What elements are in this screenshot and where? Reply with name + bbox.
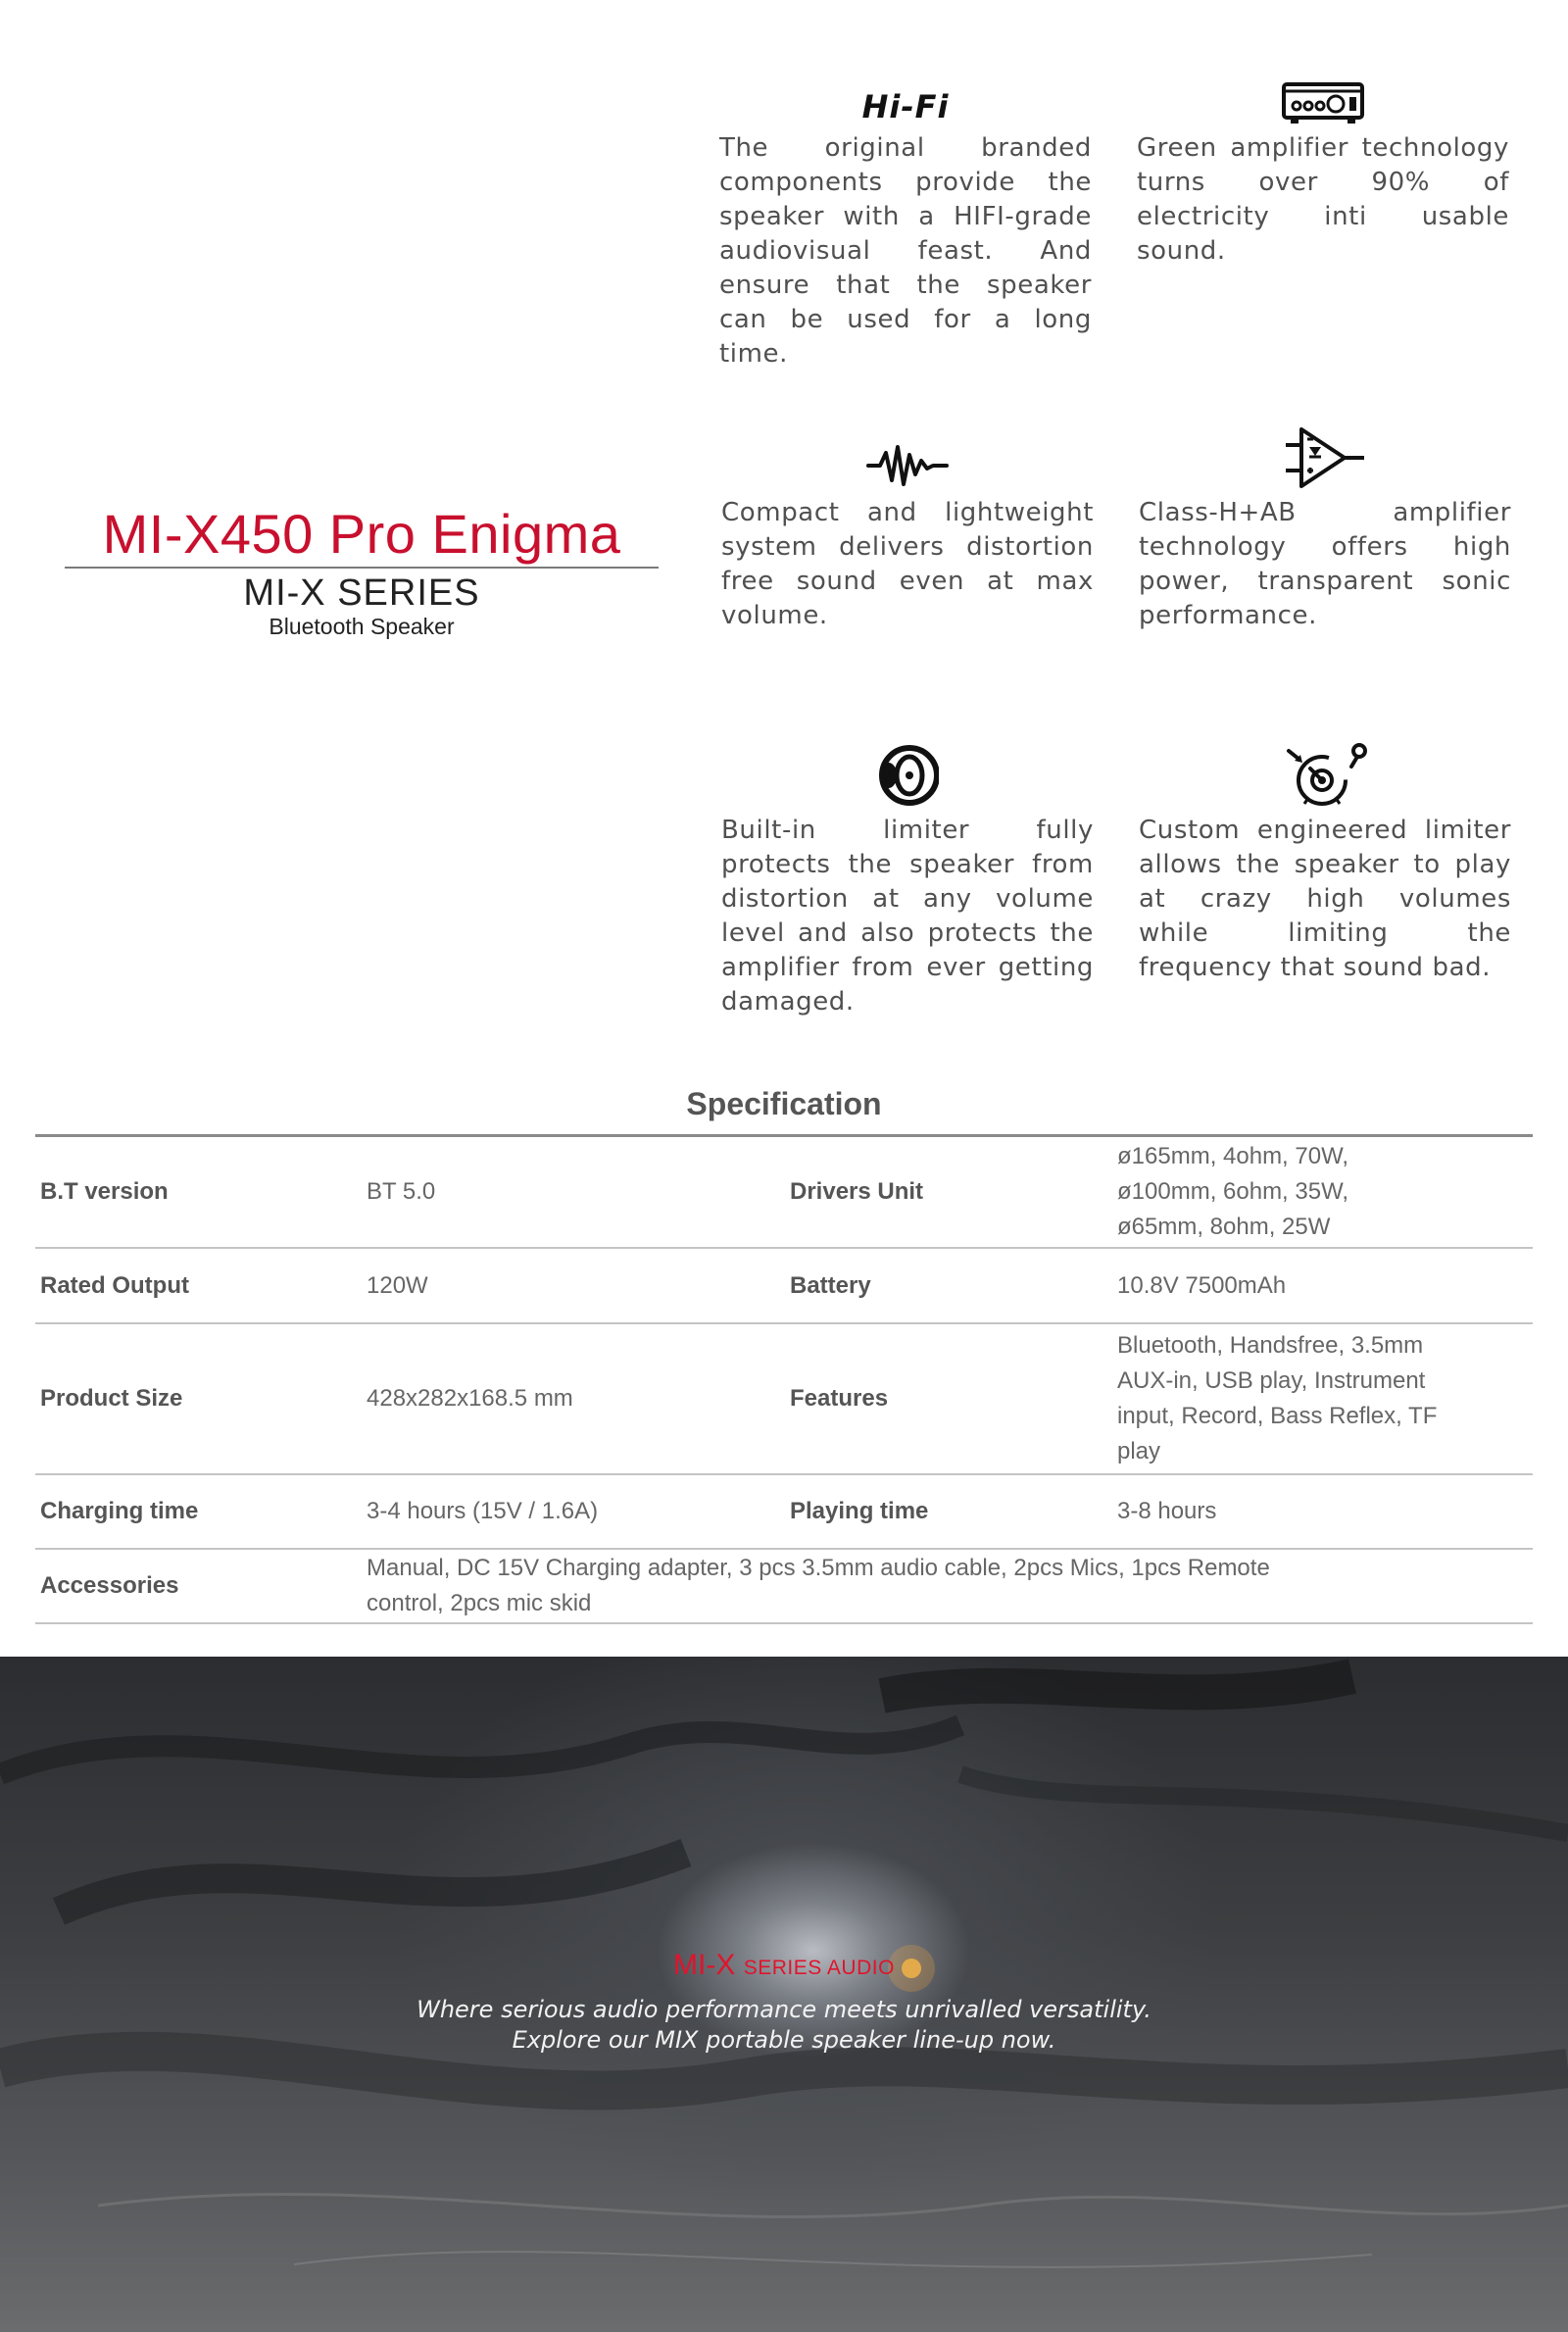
spec-value-line: AUX-in, USB play, Instrument [1117,1367,1426,1394]
sound-wave-icon [721,435,1094,490]
feature-description: Custom engineered limiter allows the speaker to play at crazy high volumes while limiting the frequency that sound bad. [1139,816,1511,982]
spec-value-line: control, 2pcs mic skid [367,1590,592,1616]
feature-green-amplifier [1137,71,1509,269]
spec-value: 428x282x168.5 mm [367,1385,573,1412]
spec-label: B.T version [40,1178,169,1205]
spec-value-line: Manual, DC 15V Charging adapter, 3 pcs 3.5mm audio cable, 2pcs Mics, 1pcs Remote [367,1555,1270,1581]
product-type: Bluetooth Speaker [269,614,455,639]
spec-value-line: ø65mm, 8ohm, 25W [1117,1214,1331,1240]
spec-value: 3-4 hours (15V / 1.6A) [367,1498,599,1524]
spec-row-accessories [35,1550,1533,1624]
product-series: MI-X SERIES [243,572,480,614]
spec-value: 10.8V 7500mAh [1117,1271,1287,1299]
spec-value: BT 5.0 [367,1178,436,1205]
hifi-logo-text: Hi-Fi [861,88,950,125]
spec-label: Accessories [40,1572,179,1599]
banner-title-brand: MI-X [673,1949,736,1981]
promo-banner [0,1657,1568,2332]
spec-label: Playing time [790,1498,929,1524]
feature-description: Built-in limiter fully protects the speaker from distortion at any volume level and also protects the amplifier from ever getting damaged. [721,816,1094,1017]
spec-label: Rated Output [40,1271,189,1299]
spec-value-line: ø165mm, 4ohm, 70W, [1117,1143,1349,1169]
spec-label: Drivers Unit [790,1178,924,1205]
speaker-driver-icon [721,753,1094,808]
spec-value: 120W [367,1271,428,1299]
banner-title [0,1949,1568,1982]
feature-custom-limiter [1139,753,1511,985]
spec-row-rated-output [35,1249,1533,1324]
specification-title: Specification [686,1086,882,1121]
spec-row-charging-time [35,1475,1533,1550]
amplifier-device-icon [1137,71,1509,125]
spec-label: Features [790,1385,889,1412]
feature-class-h-ab [1139,435,1511,633]
feature-built-in-limiter [721,753,1094,1019]
volume-gauge-icon [1139,753,1511,808]
title-divider [65,567,659,569]
feature-hifi [719,71,1092,372]
spec-label: Product Size [40,1385,183,1412]
spec-value-line: play [1117,1438,1161,1464]
spec-value [1117,1137,1490,1247]
spec-label: Battery [790,1271,871,1299]
banner-artwork [0,1657,1568,2332]
spec-row-bt-version [35,1137,1533,1249]
product-title: MI-X450 Pro Enigma [102,503,621,565]
spec-value: 3-8 hours [1117,1498,1217,1524]
hifi-logo-icon [719,71,1092,125]
op-amp-icon [1139,435,1511,490]
feature-description: Green amplifier technology turns over 90% of electricity inti usable sound. [1137,133,1509,266]
specification-table [35,1134,1533,1624]
spec-value-line: Bluetooth, Handsfree, 3.5mm [1117,1332,1424,1359]
spec-label: Charging time [40,1498,199,1524]
feature-compact-system [721,435,1094,633]
spec-value [367,1550,1347,1622]
banner-title-suffix: SERIES AUDIO [743,1957,895,1979]
feature-description: Compact and lightweight system delivers distortion free sound even at max volume. [721,498,1094,630]
spec-row-product-size [35,1324,1533,1475]
banner-tagline-2: Explore our MIX portable speaker line-up now. [512,2026,1056,2054]
spec-value-line: input, Record, Bass Reflex, TF [1117,1403,1438,1429]
feature-description: The original branded components provide the speaker with a HIFI-grade audiovisual feast. And ensure that the speaker can be used for a long time. [719,133,1092,369]
spec-value-line: ø100mm, 6ohm, 35W, [1117,1178,1349,1205]
spec-value [1117,1324,1490,1473]
banner-tagline-1: Where serious audio performance meets unrivalled versatility. [416,1996,1152,2023]
feature-description: Class-H+AB amplifier technology offers high power, transparent sonic performance. [1139,498,1511,630]
